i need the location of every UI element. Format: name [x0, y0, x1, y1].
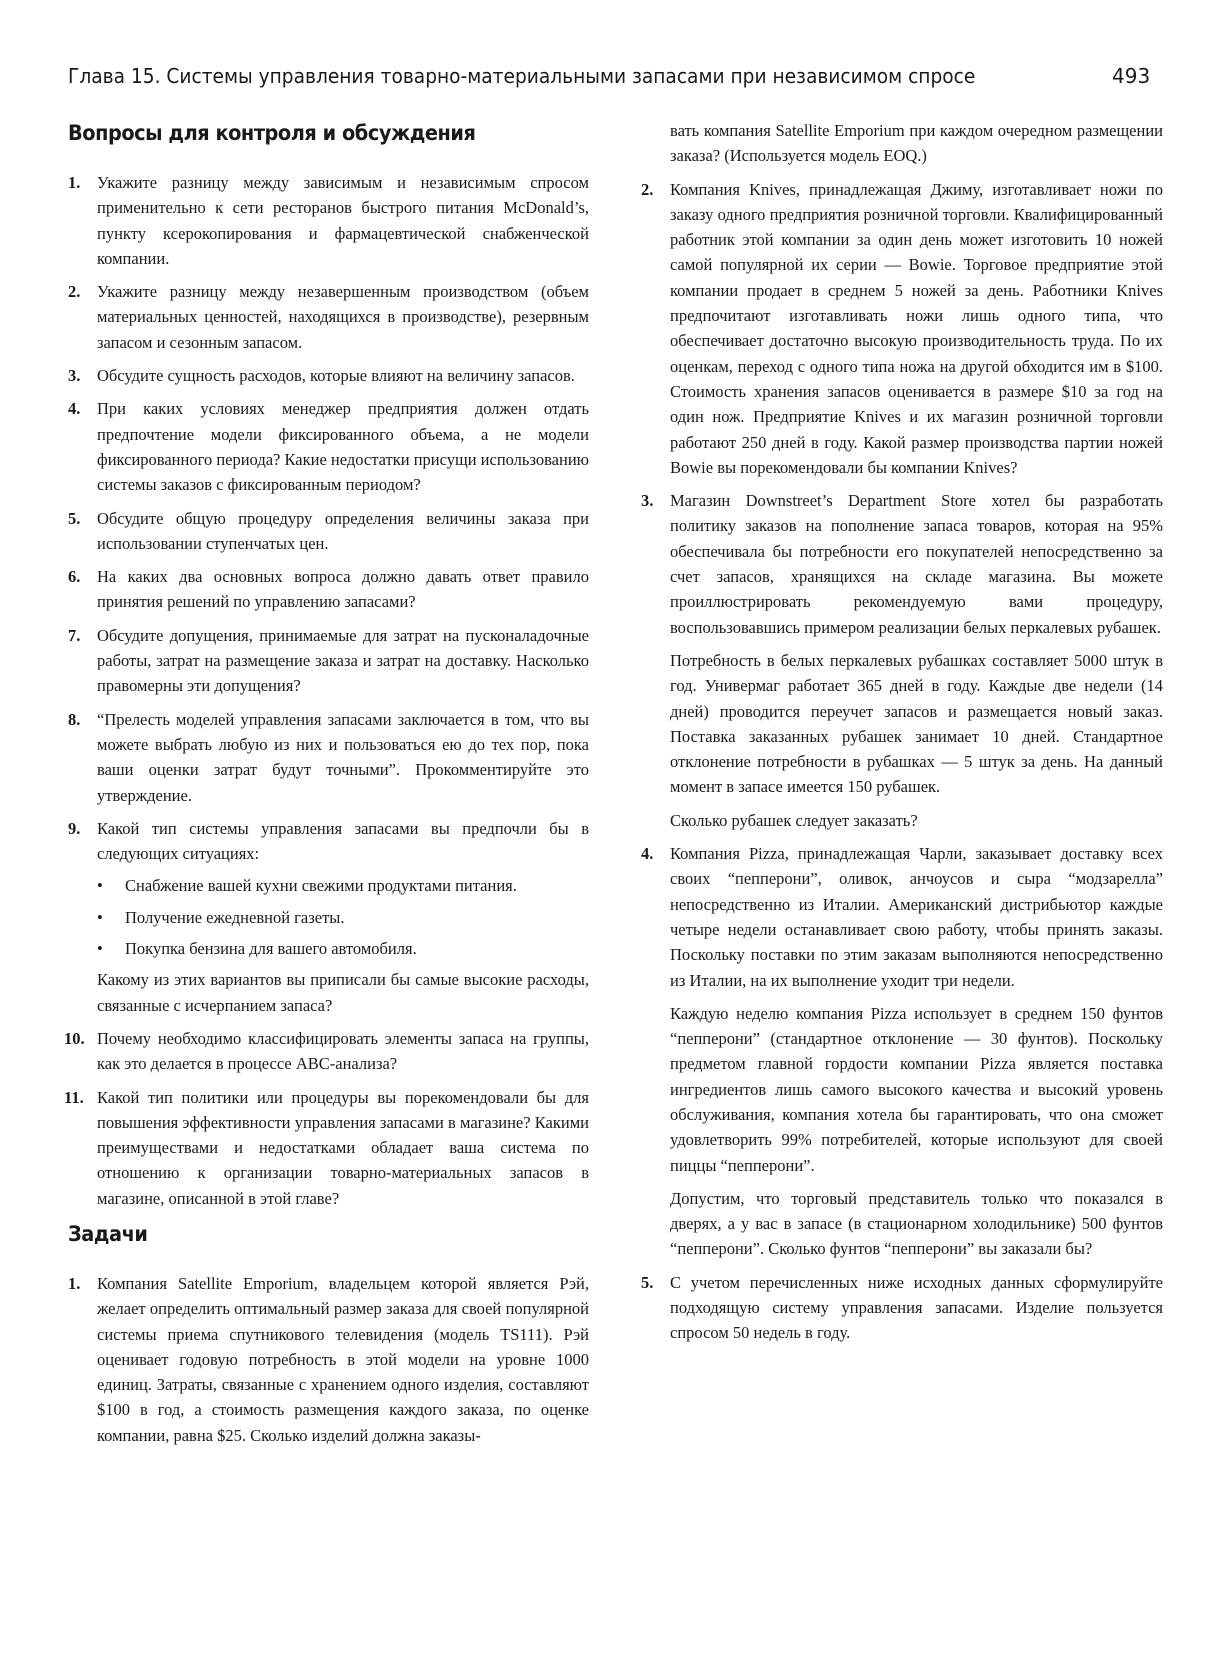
- problem-paragraph: Компания Knives, принадлежащая Джиму, изготавливает ножи по заказу одного предприятия розничной торговли. Квалифицированный работник этой компании за один день может изготовить 10 ножей самой популярной их серии — Bowie. Торговое предприятие этой компании продает в среднем 5 ножей за день. Работники Knives предпочитают изготавливать ножи лишь одного типа, что обеспечивает достаточно высокую производительность труда. По их оценкам, переход с одного типа ножа на другой обходится им в $100. Стоимость хранения запасов оценивается в размере $10 за год на один нож. Предприятие Knives и их магазин розничной торговли работают 250 дней в году. Какой размер производства партии ножей Bowie вы порекомендовали бы компании Knives?: [670, 179, 1163, 477]
- problem-item: [641, 841, 1163, 1262]
- question-item: [68, 707, 589, 808]
- question-item: [68, 279, 589, 355]
- problem-text: Компания Satellite Emporium, владельцем которой является Рэй, желает определить оптимальный размер заказа для своей популярной системы приема спутникового телевидения (модель TS111). Рэй оценивает годовую потребность в этой модели на уровне 1000 единиц. Затраты, связанные с хранением одного изделия, составляют $100 в год, а стоимость размещения каждого заказа, по оценке компании, равна $25. Сколько изделий должна заказы-: [97, 1273, 589, 1445]
- question-item: [68, 623, 589, 699]
- question-text: Какой тип политики или процедуры вы порекомендовали бы для повышения эффективности управления запасами в магазине? Какими преимуществами и недостатками обладает ваша система по отношению к организации товарно-материальных запасов в магазине, описанной в этой главе?: [97, 1087, 589, 1208]
- question-text: Какой тип системы управления запасами вы предпочли бы в следующих ситуациях:: [97, 818, 589, 864]
- problem-number: 5.: [641, 1272, 654, 1292]
- problem-paragraph: С учетом перечисленных ниже исходных данных сформулируйте подходящую систему управления запасами. Изделие пользуется спросом 50 недель в году.: [670, 1272, 1163, 1343]
- right-column: [641, 118, 1163, 1354]
- problem-paragraph: Потребность в белых перкалевых рубашках составляет 5000 штук в год. Универмаг работает 365 дней в году. Каждые две недели (14 дней) проводится переучет запасов и размещается новый заказ. Поставка заказанных рубашек занимает 10 дней. Стандартное отклонение потребности в рубашках — 5 штук за день. На данный момент в запасе имеется 150 рубашек.: [670, 650, 1163, 797]
- question-number: 7.: [68, 625, 81, 645]
- question-item: [68, 170, 589, 271]
- problems-heading: Задачи: [68, 1221, 148, 1246]
- problem-paragraph: Допустим, что торговый представитель только что показался в дверях, а у вас в запасе (в стационарном холодильнике) 500 фунтов “пепперони”. Сколько фунтов “пепперони” вы заказали бы?: [670, 1188, 1163, 1259]
- bullet-item: • Получение ежедневной газеты.: [97, 905, 589, 930]
- question-item: [64, 1026, 589, 1077]
- question-item: [68, 816, 589, 1018]
- question-text: Почему необходимо классифицировать элементы запаса на группы, как это делается в процессе ABC-анализа?: [97, 1028, 589, 1074]
- question-text: “Прелесть моделей управления запасами заключается в том, что вы можете выбрать любую из них и пользоваться ею до тех пор, пока ваши оценки затрат будут точными”. Прокомментируйте это утверждение.: [97, 709, 589, 805]
- question-followup: Какому из этих вариантов вы приписали бы самые высокие расходы, связанные с исчерпанием запаса?: [97, 970, 589, 1015]
- question-number: 10.: [64, 1028, 85, 1048]
- problem-paragraph: Магазин Downstreet’s Department Store хотел бы разработать политику заказов на пополнение запаса товаров, которая на 95% обеспечивала бы потребности его покупателей непосредственно за счет запасов, хранящихся на складе магазина. Вы можете проиллюстрировать рекомендуемую вами процедуру, воспользовавшись примером реализации белых перкалевых рубашек.: [670, 491, 1163, 637]
- question-text: Обсудите сущность расходов, которые влияют на величину запасов.: [97, 366, 575, 386]
- problem-number: 1.: [68, 1273, 81, 1293]
- question-text: Обсудите допущения, принимаемые для затрат на пусконаладочные работы, затрат на размещение заказа и затрат на доставку. Насколько правомерны эти допущения?: [97, 625, 589, 696]
- bullet-item: • Снабжение вашей кухни свежими продуктами питания.: [97, 873, 589, 898]
- problem-item: [68, 1271, 589, 1448]
- question-text: На каких два основных вопроса должно давать ответ правило принятия решений по управлению запасами?: [97, 567, 589, 612]
- question-number: 4.: [68, 399, 81, 419]
- problem-number: 4.: [641, 844, 654, 864]
- question-item: [68, 564, 589, 615]
- question-item: [68, 506, 589, 557]
- question-number: 8.: [68, 709, 81, 729]
- problem-number: 2.: [641, 179, 654, 199]
- question-number: 6.: [68, 567, 81, 587]
- problem-item: [641, 1270, 1163, 1346]
- question-number: 1.: [68, 173, 81, 192]
- questions-heading: Вопросы для контроля и обсуждения: [68, 121, 476, 145]
- bullet-item: • Покупка бензина для вашего автомобиля.: [97, 936, 589, 961]
- left-column: [64, 118, 589, 1456]
- question-text: Обсудите общую процедуру определения величины заказа при использовании ступенчатых цен.: [97, 508, 589, 553]
- page-number: 493: [1112, 64, 1151, 88]
- problem-item: [641, 177, 1163, 481]
- question-number: 11.: [64, 1087, 84, 1107]
- running-head: Глава 15. Системы управления товарно-материальными запасами при независимом спросе: [68, 64, 976, 88]
- bullet-list: [97, 873, 589, 961]
- question-number: 9.: [68, 818, 81, 838]
- question-text: Укажите разницу между незавершенным производством (объем материальных ценностей, находящихся в производстве), резервным запасом и сезонным запасом.: [97, 282, 589, 352]
- question-item: [68, 363, 589, 388]
- problem-paragraph: Каждую неделю компания Pizza использует в среднем 150 фунтов “пепперони” (стандартное отклонение — 30 фунтов). Поскольку предметом главной гордости компании Pizza является поставка ингредиентов лишь самого высокого качества и высокий уровень обслуживания, компания хотела бы гарантировать, что она сможет удовлетворить 99% потребителей, которые используют для своей пиццы “пепперони”.: [670, 1003, 1163, 1175]
- problem-item: [641, 488, 1163, 833]
- problem-text-continued: вать компания Satellite Emporium при каждом очередном размещении заказа? (Используется модель EOQ.): [670, 121, 1163, 166]
- question-item: [64, 1085, 589, 1211]
- problem-number: 3.: [641, 491, 654, 511]
- question-number: 5.: [68, 508, 81, 528]
- question-item: [68, 396, 589, 497]
- question-text: Укажите разницу между зависимым и независимым спросом применительно к сети ресторанов быстрого питания McDonald’s, пункту ксерокопирования и фармацевтической снабженческой компании.: [97, 173, 589, 268]
- question-number: 2.: [68, 282, 81, 302]
- question-number: 3.: [68, 366, 81, 386]
- problem-paragraph: Сколько рубашек следует заказать?: [670, 810, 918, 830]
- problem-paragraph: Компания Pizza, принадлежащая Чарли, заказывает доставку всех своих “пепперони”, оливок, анчоусов и сыра “модзарелла” непосредственно из Италии. Американский дистрибьютор каждые четыре недели останавливает свою работу, чтобы принять заказы. Поскольку поставки по этим заказам выполняются непосредственно из Италии, на их выполнение уходит три недели.: [670, 844, 1163, 990]
- question-text: При каких условиях менеджер предприятия должен отдать предпочтение модели фиксированного объема, а не модели фиксированного периода? Какие недостатки присущи использованию системы заказов с фиксированным периодом?: [97, 399, 589, 495]
